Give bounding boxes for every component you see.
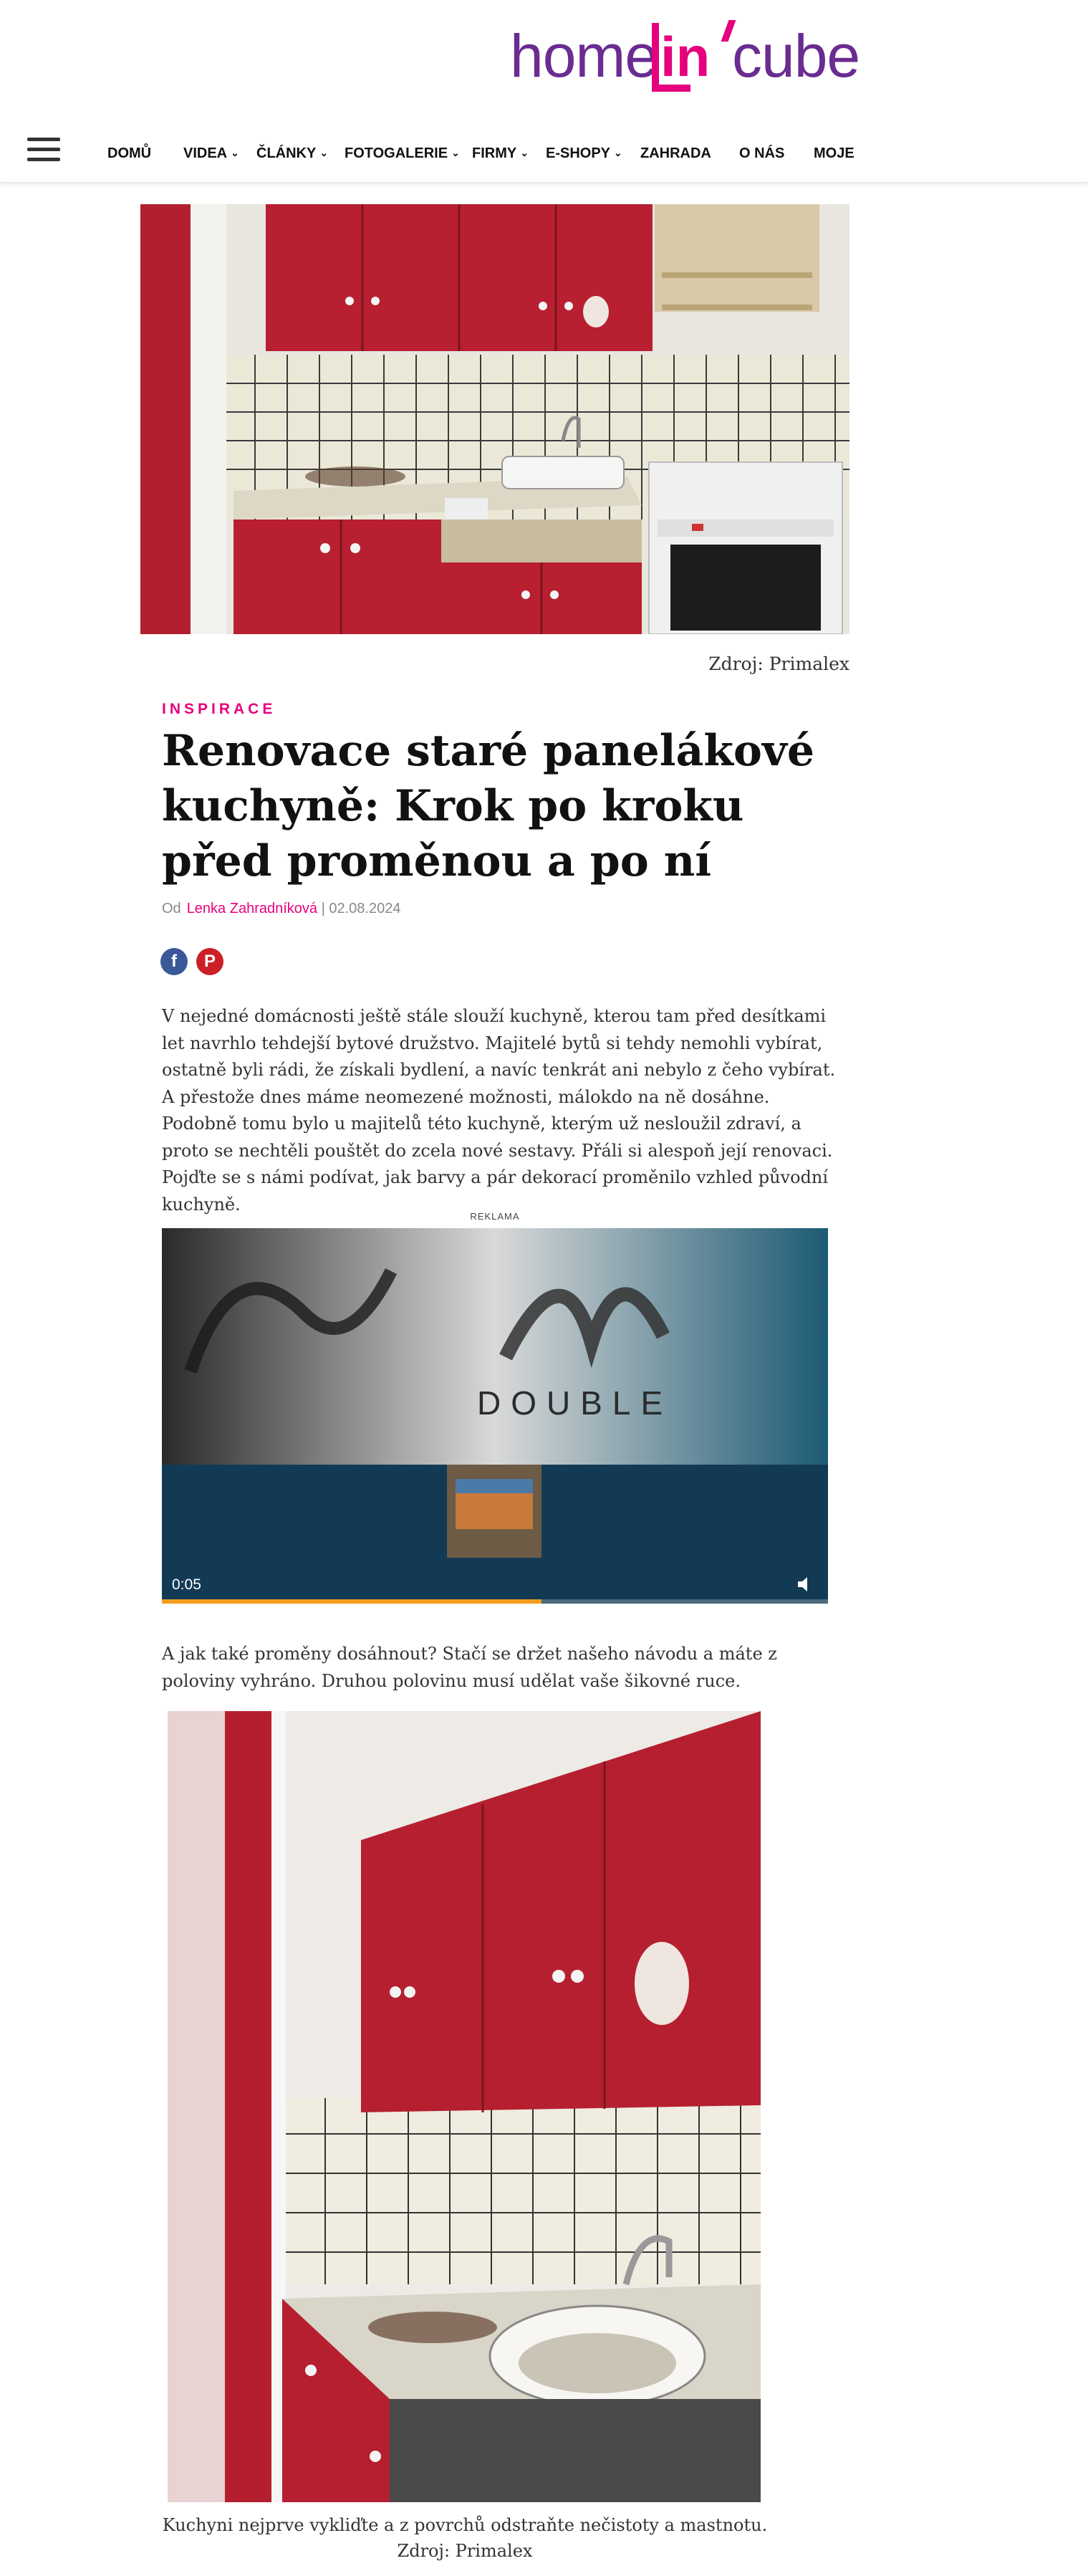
nav-item-videa[interactable]: VIDEA ⌄ [183,138,239,170]
byline-separator: | [321,901,325,916]
nav-item-fotogalerie[interactable]: FOTOGALERIE ⌄ [345,138,460,170]
article-category[interactable]: INSPIRACE [162,701,276,717]
logo-home-text: home [510,22,658,90]
article-paragraph: V nejedné domácnosti ještě stále slouží kuchyně, kterou tam před desítkami let navrhlo tehdejší bytové družstvo. Majitelé bytů si tehdy nemohli vybírat, ostatně byli rádi, že získali bydlení, a navíc tenkrát ani nebylo z čeho vybírat. A přestože dnes máme neomezené možnosti, málokdo na ně dosáhne. Podobně tomu bylo u majitelů této kuchyně, kterým už nesloužil zdraví, a proto se nechtěli pouštět do zcela nové sestavy. Přáli si alespoň její renovaci. Pojďte se s námi podívat, jak barvy a pár dekorací proměnilo vzhled původní kuchyně. [162,1006,836,1215]
author-link[interactable]: Lenka Zahradníková [186,901,318,916]
logo-in-text: in [660,25,711,88]
article-byline [162,901,400,917]
chevron-down-icon: ⌄ [231,147,239,158]
nav-item-e-shopy[interactable]: E-SHOPY ⌄ [546,138,622,170]
nav-item-domu[interactable]: DOMŮ [107,145,152,161]
facebook-icon[interactable]: f [160,948,188,975]
video-sign-text: DOUBLE [477,1384,673,1422]
byline-prefix: Od [162,901,181,916]
publish-date: 02.08.2024 [329,901,401,916]
article-title: Renovace staré panelákové kuchyně: Krok po kroku před proměnou a po ní [162,726,814,886]
article-image-caption: Kuchyni nejprve vykliďte a z povrchů odstraňte nečistoty a mastnotu. Zdroj: Primalex [162,2515,768,2561]
article-paragraph: A jak také proměny dosáhnout? Stačí se držet našeho návodu a máte z poloviny vyhráno. Druhou polovinu musí udělat vaše šikovné ruce. [162,1644,777,1691]
social-share [160,948,232,975]
chevron-down-icon: ⌄ [614,147,622,158]
video-timestamp: 0:05 [172,1576,201,1593]
hero-image-kitchen-before [140,204,849,634]
video-progress-fill [162,1599,541,1604]
site-header [0,0,1088,183]
ad-video-player[interactable] [162,1228,828,1604]
nav-item-o-nas[interactable]: O NÁS [739,145,785,161]
site-logo[interactable] [510,20,861,92]
hamburger-menu-icon[interactable] [27,138,60,162]
chevron-down-icon: ⌄ [520,147,529,158]
chevron-down-icon: ⌄ [451,147,460,158]
article-image-kitchen-cleanup [168,1711,761,2502]
speaker-icon[interactable] [795,1574,817,1595]
chevron-down-icon: ⌄ [319,147,329,158]
logo-cube-text: cube [732,22,860,90]
nav-item-moje[interactable]: MOJE [814,145,854,161]
nav-item-zahrada[interactable]: ZAHRADA [640,145,711,161]
pinterest-icon[interactable]: P [196,948,223,975]
nav-item-firmy[interactable]: FIRMY ⌄ [472,138,529,170]
video-progress-track[interactable] [162,1599,828,1604]
ad-label: REKLAMA [470,1211,520,1222]
nav-item-clanky[interactable]: ČLÁNKY ⌄ [256,138,328,170]
hero-image-caption: Zdroj: Primalex [708,653,849,674]
